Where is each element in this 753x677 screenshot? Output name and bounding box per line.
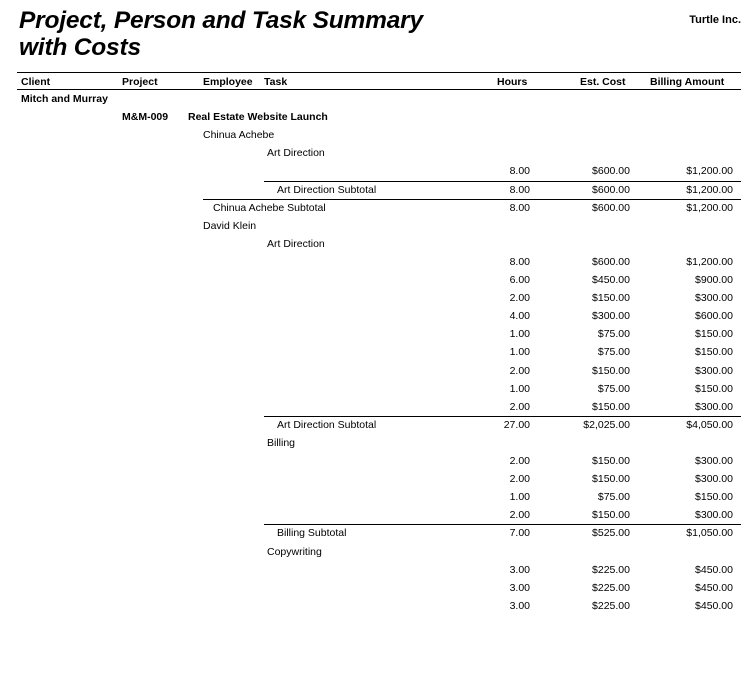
- detail-row-billing-amount: $900.00: [695, 274, 733, 286]
- detail-row-hours: 6.00: [509, 274, 530, 286]
- detail-row-billing-amount: $600.00: [695, 310, 733, 323]
- detail-row-est-cost: $75.00: [597, 382, 630, 395]
- task-name: Art Direction: [267, 237, 325, 250]
- project-code: M&M-009: [122, 111, 169, 124]
- detail-row-hours: 1.00: [509, 328, 530, 341]
- report-title: [19, 7, 423, 61]
- task-subtotal-label: Art Direction Subtotal: [277, 418, 377, 431]
- detail-row-est-cost: $75.00: [597, 346, 630, 359]
- detail-row-billing-amount: $300.00: [695, 364, 733, 377]
- detail-row-billing-amount: $300.00: [695, 292, 733, 305]
- column-header-task: Task: [264, 76, 288, 88]
- task-subtotal-rule: [264, 524, 741, 525]
- column-header-est-cost: Est. Cost: [580, 76, 626, 88]
- task-subtotal-billing-amount: $1,200.00: [686, 183, 733, 196]
- detail-row-est-cost: $600.00: [592, 255, 630, 268]
- column-header-hours: Hours: [497, 76, 528, 88]
- header-bottom-rule: [17, 89, 741, 90]
- detail-row-billing-amount: $150.00: [695, 382, 733, 395]
- detail-row-est-cost: $75.00: [597, 328, 630, 341]
- detail-row-hours: 3.00: [509, 581, 530, 594]
- detail-row-est-cost: $225.00: [592, 599, 630, 612]
- client-name: Mitch and Murray: [21, 93, 108, 105]
- task-name: Billing: [267, 436, 296, 449]
- detail-row-est-cost: $150.00: [592, 509, 630, 522]
- detail-row-est-cost: $150.00: [592, 292, 630, 305]
- task-subtotal-label: Billing Subtotal: [277, 527, 347, 540]
- detail-row-hours: 2.00: [509, 509, 530, 522]
- employee-name: Chinua Achebe: [203, 129, 275, 142]
- detail-row-est-cost: $600.00: [592, 165, 630, 178]
- column-header-employee: Employee: [203, 76, 253, 88]
- report-title-line-1: Project, Person and Task Summary: [19, 7, 423, 34]
- report-title-line-2: with Costs: [19, 34, 141, 61]
- task-name: Art Direction: [267, 147, 325, 160]
- employee-name: David Klein: [203, 219, 257, 232]
- detail-row-billing-amount: $300.00: [695, 400, 733, 413]
- project-name: Real Estate Website Launch: [188, 111, 328, 124]
- detail-row-billing-amount: $1,200.00: [686, 255, 733, 268]
- detail-row-hours: 8.00: [509, 165, 530, 178]
- column-header-client: Client: [21, 76, 51, 88]
- detail-row-billing-amount: $1,200.00: [686, 165, 733, 178]
- task-subtotal-billing-amount: $4,050.00: [686, 418, 733, 431]
- task-subtotal-est-cost: $600.00: [592, 183, 630, 196]
- detail-row-est-cost: $225.00: [592, 581, 630, 594]
- detail-row-hours: 2.00: [509, 473, 530, 486]
- detail-row-hours: 8.00: [509, 255, 530, 268]
- header-top-rule: [17, 72, 741, 73]
- task-subtotal-hours: 7.00: [509, 527, 530, 540]
- detail-row-est-cost: $150.00: [592, 400, 630, 413]
- employee-subtotal-est-cost: $600.00: [592, 201, 630, 214]
- detail-row-hours: 1.00: [509, 382, 530, 395]
- detail-row-billing-amount: $150.00: [695, 491, 733, 504]
- detail-row-billing-amount: $450.00: [695, 563, 733, 576]
- detail-row-billing-amount: $300.00: [695, 455, 733, 467]
- detail-row-est-cost: $150.00: [592, 473, 630, 486]
- task-subtotal-est-cost: $525.00: [592, 527, 630, 540]
- detail-row-billing-amount: $450.00: [695, 581, 733, 594]
- task-subtotal-hours: 27.00: [503, 418, 530, 431]
- detail-row-est-cost: $75.00: [597, 491, 630, 504]
- task-subtotal-est-cost: $2,025.00: [583, 418, 630, 431]
- detail-row-est-cost: $150.00: [592, 364, 630, 377]
- task-subtotal-label: Art Direction Subtotal: [277, 183, 377, 196]
- detail-row-hours: 2.00: [509, 292, 530, 305]
- detail-row-hours: 2.00: [509, 364, 530, 377]
- detail-row-hours: 1.00: [509, 491, 530, 504]
- detail-row-billing-amount: $450.00: [695, 599, 733, 612]
- employee-subtotal-hours: 8.00: [509, 201, 530, 214]
- detail-row-billing-amount: $150.00: [695, 346, 733, 359]
- detail-row-hours: 4.00: [509, 310, 530, 323]
- detail-row-hours: 2.00: [509, 400, 530, 413]
- employee-subtotal-billing-amount: $1,200.00: [686, 201, 733, 214]
- detail-row-hours: 1.00: [509, 346, 530, 359]
- detail-row-hours: 2.00: [509, 455, 530, 467]
- detail-row-hours: 3.00: [509, 599, 530, 612]
- column-header-billing-amount: Billing Amount: [650, 76, 725, 88]
- detail-row-hours: 3.00: [509, 563, 530, 576]
- detail-row-billing-amount: $300.00: [695, 509, 733, 522]
- task-subtotal-hours: 8.00: [509, 183, 530, 196]
- detail-row-est-cost: $225.00: [592, 563, 630, 576]
- detail-row-billing-amount: $300.00: [695, 473, 733, 486]
- task-subtotal-billing-amount: $1,050.00: [686, 527, 733, 540]
- task-name: Copywriting: [267, 545, 322, 558]
- employee-subtotal-label: Chinua Achebe Subtotal: [213, 201, 326, 214]
- column-header-project: Project: [122, 76, 158, 88]
- detail-row-est-cost: $150.00: [592, 455, 630, 467]
- detail-row-billing-amount: $150.00: [695, 328, 733, 341]
- employee-subtotal-rule: [203, 199, 741, 200]
- detail-row-est-cost: $300.00: [592, 310, 630, 323]
- company-name: Turtle Inc.: [689, 14, 741, 26]
- task-subtotal-rule: [264, 181, 741, 182]
- detail-row-est-cost: $450.00: [592, 274, 630, 286]
- task-subtotal-rule: [264, 416, 741, 417]
